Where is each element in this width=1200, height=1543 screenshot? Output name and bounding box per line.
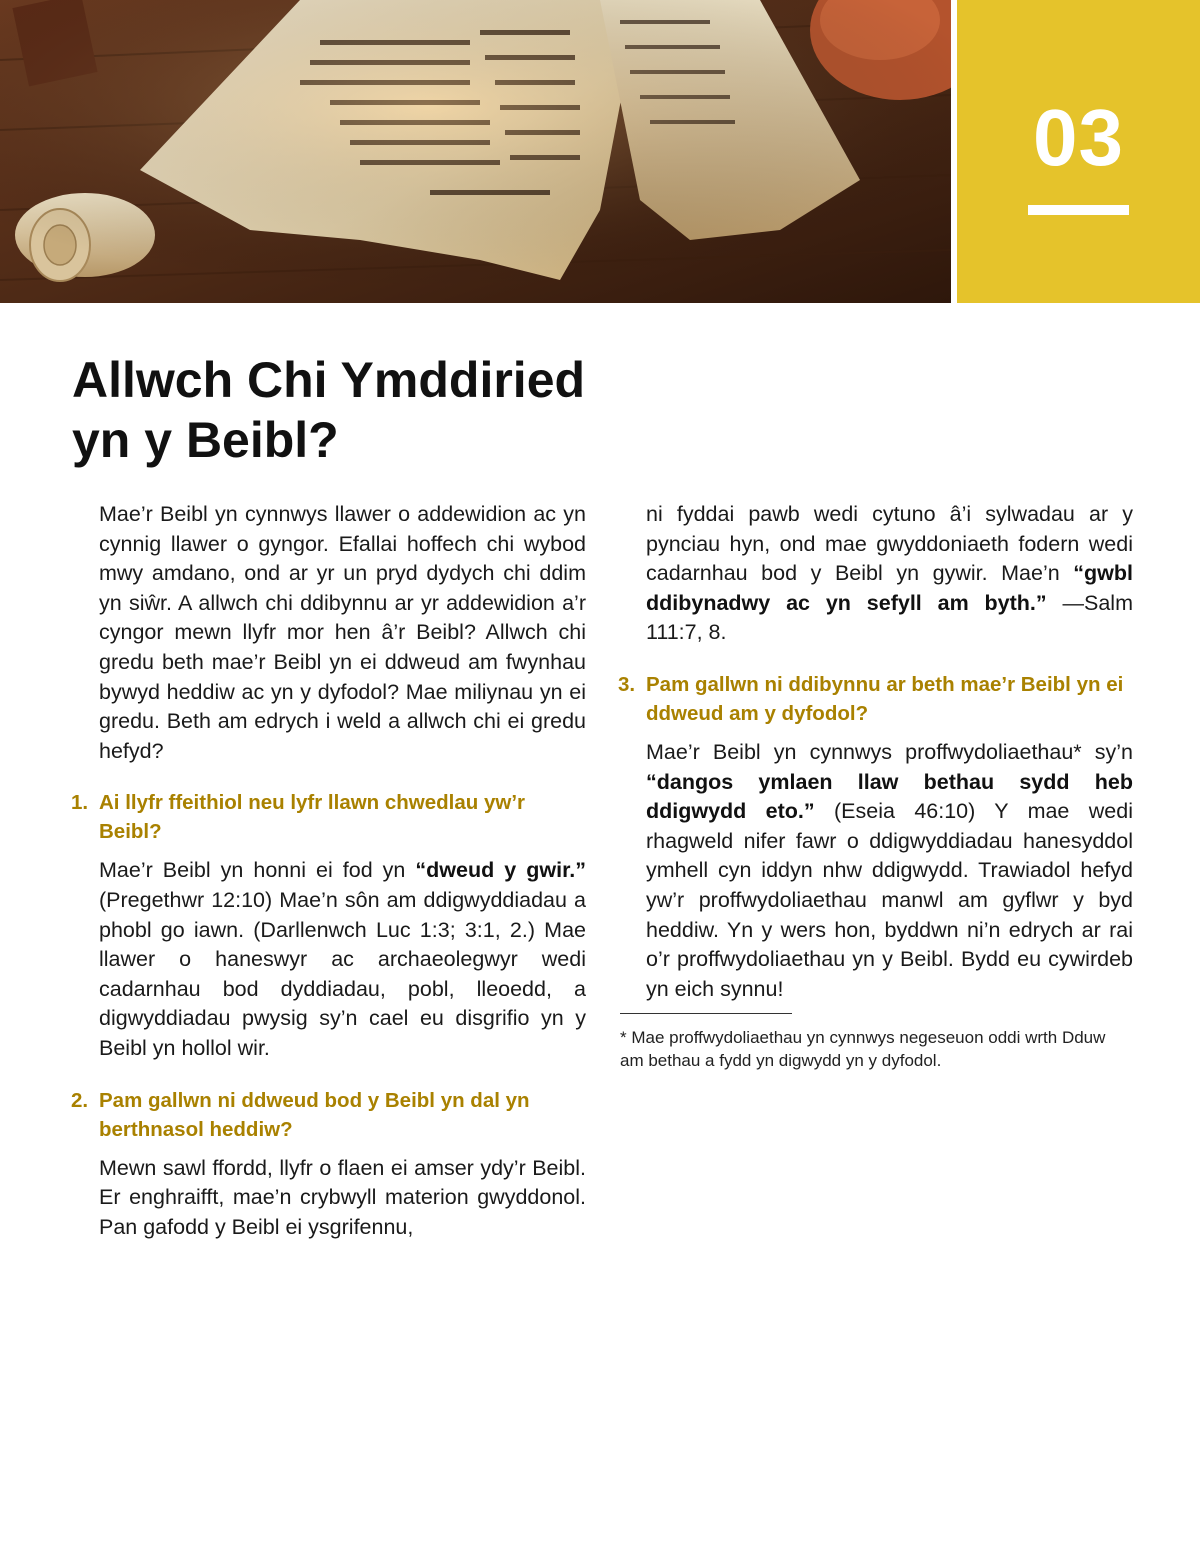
left-column	[71, 500, 587, 1242]
title-line-2: yn y Beibl?	[72, 412, 339, 468]
answer-1-paragraph	[99, 856, 586, 1063]
scrolls-photo	[0, 0, 951, 303]
intro-paragraph: Mae’r Beibl yn cynnwys llawer o addewidion ac yn cynnig llawer o gyngor. Efallai hoffech chi wybod mwy amdano, ond ar yr un pryd dydych chi ddim yn siŵr. A allwch chi ddibynnu ar yr addewidion a’r cyngor mewn llyfr mor hen â’r Beibl? Allwch chi gredu beth mae’r Beibl yn ei ddweud am fwynhau bywyd heddiw ac yn y dyfodol? Mae miliynau yn ei gredu. Beth am edrych i weld a allwch chi ei gredu hefyd?	[99, 502, 586, 763]
question-heading: Pam gallwn ni ddibynnu ar beth mae’r Beibl yn ei ddweud am y dyfodol?	[646, 672, 1124, 725]
answer-text: Mae’r Beibl yn cynnwys proffwydoliaethau* sy’n	[646, 739, 1133, 764]
header	[0, 0, 1200, 303]
scrolls-illustration	[0, 0, 951, 303]
lesson-underline	[1028, 205, 1129, 215]
question-number: 2.	[71, 1088, 89, 1112]
title-line-1: Allwch Chi Ymddiried	[72, 352, 586, 408]
question-3	[618, 670, 1133, 728]
answer-3-paragraph	[646, 738, 1133, 1004]
page-title	[72, 350, 692, 470]
scripture-quote: “gwbl ddibynadwy ac yn sefyll am byth.”	[646, 561, 1133, 615]
question-number: 3.	[618, 672, 636, 696]
answer-text: (Eseia 46:10) Y mae wedi rhagweld nifer fawr o ddigwyddiadau hanesyddol ymhell cyn iddyn nhw ddigwydd. Trawiadol hefyd yw’r proffwydoliaethau manwl am gyflwr y byd heddiw. Yn y wers hon, byddwn ni’n edrych ar rai o’r proffwydoliaethau yn y Beibl. Bydd eu cywirdeb yn eich synnu!	[646, 799, 1133, 1001]
question-heading: Ai llyfr ffeithiol neu lyfr llawn chwedlau yw’r Beibl?	[99, 791, 526, 844]
answer-text: Mae’r Beibl yn honni ei fod yn	[99, 858, 416, 883]
lesson-number-block	[957, 0, 1200, 303]
scripture-quote: “dweud y gwir.”	[415, 858, 587, 883]
answer-text: (Pregethwr 12:10) Mae’n sôn am ddigwyddiadau a phobl go iawn. (Darllenwch Luc 1:3; 3:1, 2.) Mae llawer o haneswyr ac archaeolegwyr wedi cadarnhau bod dyddiadau, pobl, lleoedd, a digwyddiadau pwysig sy’n cael eu disgrifio yn y Beibl yn hollol wir.	[99, 887, 586, 1060]
answer-text: ni fyddai pawb wedi cytuno â’i sylwadau ar y pynciau hyn, ond mae gwyddoniaeth fodern wedi cadarnhau bod y Beibl yn gywir. Mae’n	[646, 502, 1133, 586]
answer-text: —Salm 111:7, 8.	[646, 590, 1133, 645]
question-heading: Pam gallwn ni ddweud bod y Beibl yn dal yn berthnasol heddiw?	[99, 1088, 530, 1141]
question-2	[71, 1086, 586, 1144]
answer-2-paragraph-start: Mewn sawl ffordd, llyfr o flaen ei amser ydy’r Beibl. Er enghraifft, mae’n crybwyll materion gwyddonol. Pan gafodd y Beibl ei ysgrifennu,	[99, 1155, 586, 1239]
lesson-number: 03	[1033, 93, 1124, 182]
scripture-quote: “dangos ymlaen llaw bethau sydd heb ddigwydd eto.”	[646, 769, 1133, 824]
answer-2-paragraph-continued	[646, 500, 1133, 648]
footnote-divider	[620, 1013, 792, 1014]
right-column	[618, 500, 1133, 1004]
question-1	[71, 788, 586, 846]
footnote: * Mae proffwydoliaethau yn cynnwys negeseuon oddi wrth Dduw am bethau a fydd yn digwydd yn y dyfodol.	[620, 1028, 1106, 1070]
question-number: 1.	[71, 791, 89, 815]
